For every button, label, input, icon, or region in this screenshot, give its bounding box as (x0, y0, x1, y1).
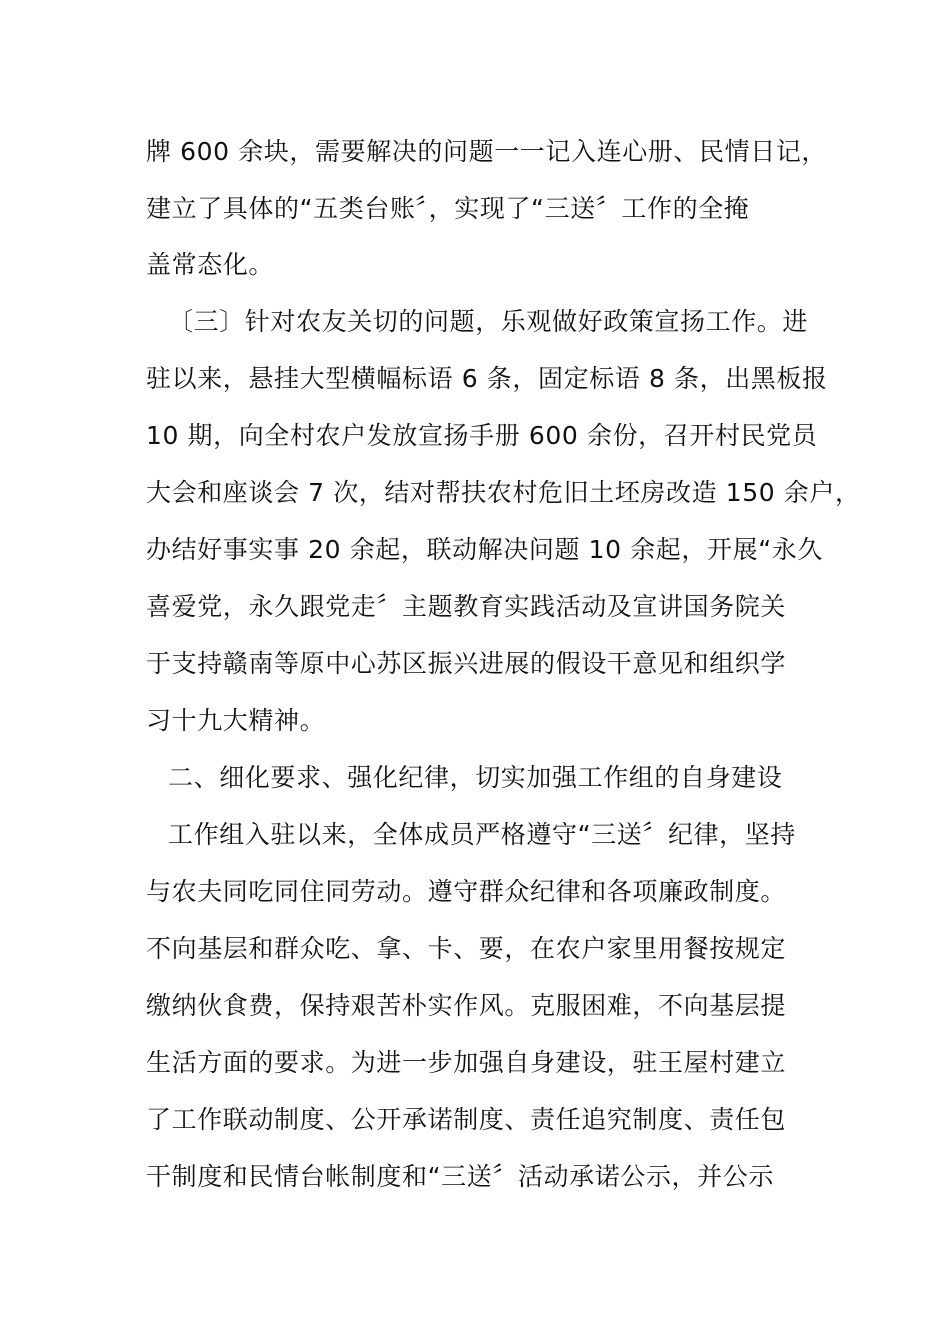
text-line: 缴纳伙食费，保持艰苦朴实作风。克服困难，不向基层提 (146, 991, 787, 1020)
text-line: 干制度和民情台帐制度和“三送〞活动承诺公示，并公示 (146, 1162, 774, 1191)
text-line: 了工作联动制度、公开承诺制度、责任追究制度、责任包 (146, 1105, 787, 1134)
text-line: 建立了具体的“五类台账〞，实现了“三送〞工作的全掩 (146, 194, 750, 223)
text-line: 驻以来，悬挂大型横幅标语 6 条，固定标语 8 条，出黑板报 (146, 364, 828, 393)
text-line: 生活方面的要求。为进一步加强自身建设，驻王屋村建立 (146, 1048, 787, 1077)
text-line: 于支持赣南等原中心苏区振兴进展的假设干意见和组织学 (146, 649, 787, 678)
section-heading-2: 二、细化要求、强化纪律，切实加强工作组的自身建设 (168, 763, 783, 792)
text-line: 工作组入驻以来，全体成员严格遵守“三送〞纪律，坚持 (168, 820, 796, 849)
text-line: 不向基层和群众吃、拿、卡、要，在农户家里用餐按规定 (146, 934, 787, 963)
section-heading-3: 〔三〕针对农友关切的问题，乐观做好政策宣扬工作。进 (168, 307, 809, 336)
text-line: 大会和座谈会 7 次，结对帮扶农村危旧土坯房改造 150 余户， (146, 478, 861, 507)
text-line: 与农夫同吃同住同劳动。遵守群众纪律和各项廉政制度。 (146, 877, 787, 906)
text-line: 盖常态化。 (146, 250, 275, 279)
text-line: 习十九大精神。 (146, 706, 326, 735)
text-line: 办结好事实事 20 余起，联动解决问题 10 余起，开展“永久 (146, 535, 823, 564)
text-line: 喜爱党，永久跟党走〞主题教育实践活动及宣讲国务院关 (146, 592, 787, 621)
text-line: 10 期，向全村农户发放宣扬手册 600 余份，召开村民党员 (146, 421, 818, 450)
text-line: 牌 600 余块，需要解决的问题一一记入连心册、民情日记， (146, 137, 828, 166)
